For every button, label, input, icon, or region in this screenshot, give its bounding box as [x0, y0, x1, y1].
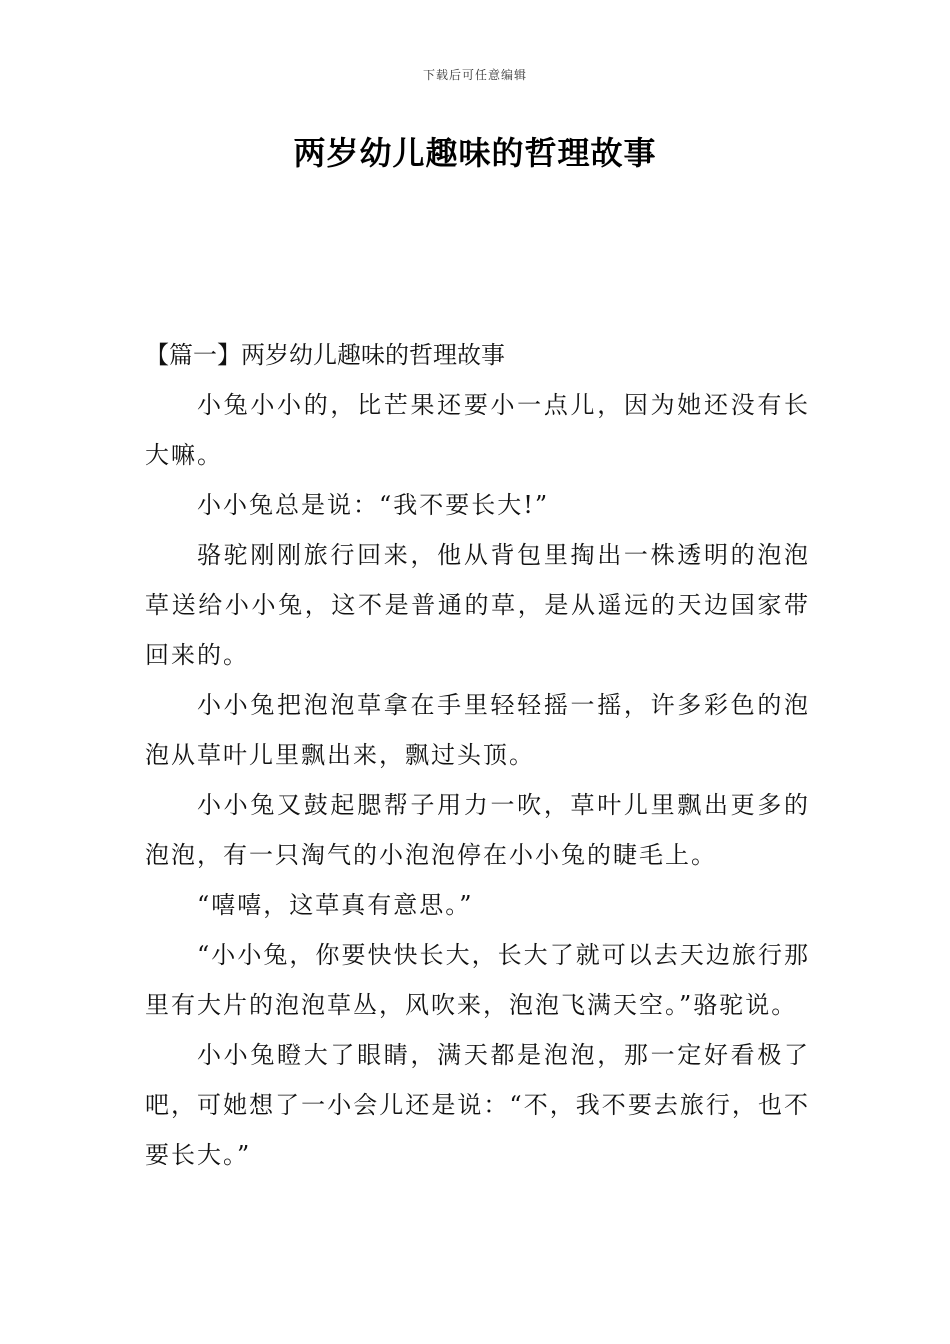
paragraph: 小小兔把泡泡草拿在手里轻轻摇一摇，许多彩色的泡泡从草叶儿里飘出来，飘过头顶。 — [145, 691, 810, 769]
paragraph: “小小兔，你要快快长大，长大了就可以去天边旅行那里有大片的泡泡草丛，风吹来，泡泡飞满天空。”骆驼说。 — [145, 941, 810, 1019]
paragraph: 小小兔总是说：“我不要长大!” — [197, 491, 550, 519]
document-body — [145, 330, 810, 1180]
paragraph: 小兔小小的，比芒果还要小一点儿，因为她还没有长大嘛。 — [145, 391, 810, 469]
section-heading: 【篇一】两岁幼儿趣味的哲理故事 — [145, 341, 505, 369]
paragraph: 小小兔瞪大了眼睛，满天都是泡泡，那一定好看极了吧，可她想了一小会儿还是说：“不，我不要去旅行，也不要长大。” — [145, 1041, 810, 1169]
paragraph: 小小兔又鼓起腮帮子用力一吹，草叶儿里飘出更多的泡泡，有一只淘气的小泡泡停在小小兔的睫毛上。 — [145, 791, 810, 869]
header-note: 下载后可任意编辑 — [422, 68, 527, 82]
document-title: 两岁幼儿趣味的哲理故事 — [293, 134, 657, 172]
paragraph: 骆驼刚刚旅行回来，他从背包里掏出一株透明的泡泡草送给小小兔，这不是普通的草，是从遥远的天边国家带回来的。 — [145, 541, 810, 669]
paragraph: “嘻嘻，这草真有意思。” — [197, 891, 474, 919]
